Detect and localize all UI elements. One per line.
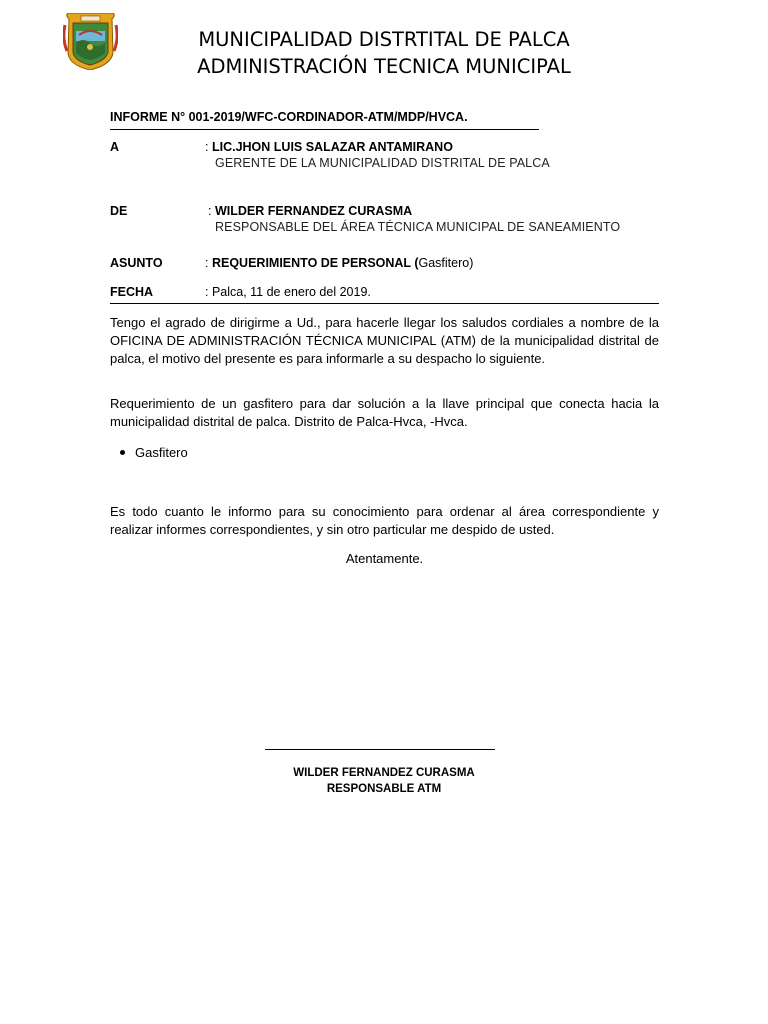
a-recipient — [205, 140, 453, 154]
asunto-label: ASUNTO — [110, 256, 163, 270]
asunto-bold: REQUERIMIENTO DE PERSONAL ( — [211, 256, 419, 270]
bullet-dot-icon — [120, 450, 125, 455]
header-title-line1: MUNICIPALIDAD DISTRTITAL DE PALCA — [198, 28, 570, 51]
de-colon: : — [208, 204, 212, 218]
body-paragraph-2: Requerimiento de un gasfitero para dar solución a la llave principal que conecta hacia la municipalidad distrital de palca. Distrito de Palca-Hvca, -Hvca. — [110, 396, 659, 429]
de-name: WILDER FERNANDEZ CURASMA — [214, 204, 413, 218]
bullet-item — [120, 445, 188, 460]
informe-underline — [110, 129, 539, 130]
bullet-text: Gasfitero — [135, 445, 188, 460]
informe-number: INFORME N° 001-2019/WFC-CORDINADOR-ATM/MDP/HVCA. — [110, 110, 468, 124]
signature-role: RESPONSABLE ATM — [326, 783, 442, 795]
header-title-line2: ADMINISTRACIÓN TECNICA MUNICIPAL — [197, 55, 571, 78]
body-paragraph-3: Es todo cuanto le informo para su conocimiento para ordenar al área correspondiente y realizar informes correspondientes, y sin otro particular me despido de usted. — [110, 504, 659, 537]
de-sender — [208, 204, 412, 218]
a-position: GERENTE DE LA MUNICIPALIDAD DISTRITAL DE PALCA — [215, 156, 550, 170]
fecha-label: FECHA — [110, 285, 154, 299]
de-label: DE — [110, 204, 128, 218]
asunto-colon: : — [205, 256, 209, 270]
a-colon: : — [205, 140, 209, 154]
a-name: LIC.JHON LUIS SALAZAR ANTAMIRANO — [211, 140, 453, 154]
municipal-crest-icon — [63, 13, 118, 70]
de-position: RESPONSABLE DEL ÁREA TÉCNICA MUNICIPAL DE SANEAMIENTO — [215, 220, 621, 234]
asunto-normal: Gasfitero) — [418, 256, 474, 270]
signature-line — [265, 749, 495, 750]
a-label: A — [110, 140, 120, 154]
fecha-value: : Palca, 11 de enero del 2019. — [205, 285, 371, 299]
body-paragraph-1: Tengo el agrado de dirigirme a Ud., para hacerle llegar los saludos cordiales a nombre de la OFICINA DE ADMINISTRACIÓN TÉCNICA MUNICIPAL (ATM) de la municipalidad distrital de palca, el motivo del presente es para informarle a su despacho lo siguiente. — [110, 315, 659, 366]
signature-name: WILDER FERNANDEZ CURASMA — [293, 767, 475, 779]
asunto-value — [205, 256, 473, 270]
header-divider — [110, 303, 659, 304]
closing: Atentamente. — [345, 551, 424, 566]
